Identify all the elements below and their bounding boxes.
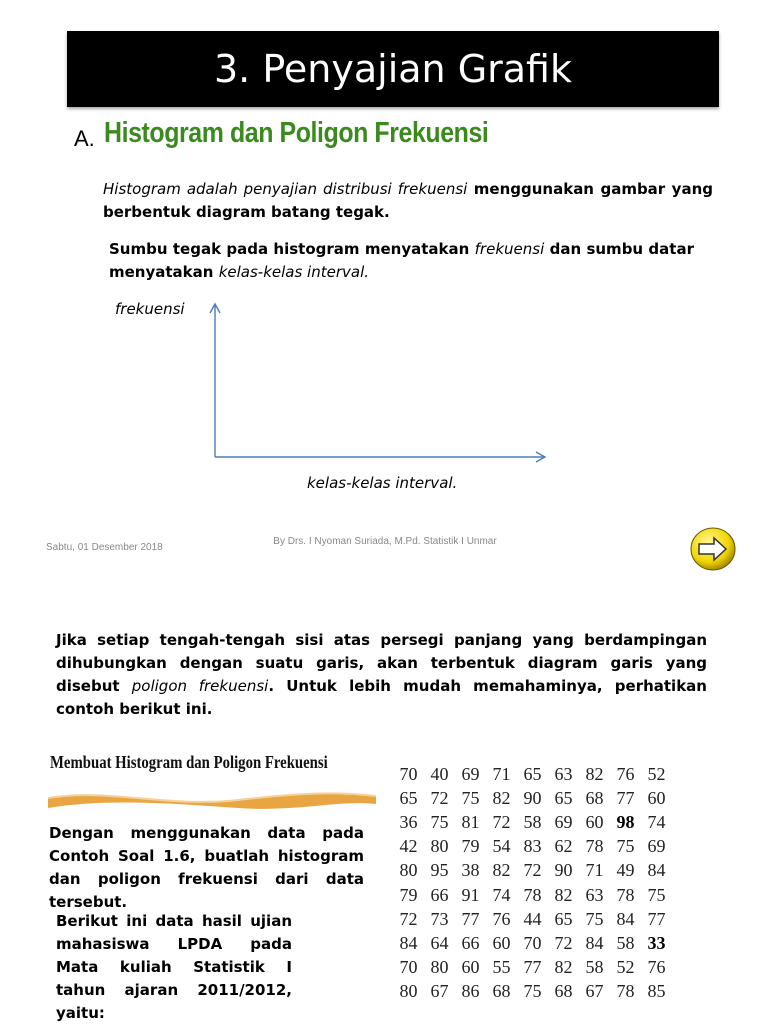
score-cell: 83 <box>523 836 542 857</box>
score-cell: 65 <box>554 787 573 808</box>
exam-scores-table <box>393 762 672 1004</box>
score-cell: 40 <box>430 763 449 784</box>
score-cell: 52 <box>647 763 666 784</box>
score-cell: 77 <box>616 787 635 808</box>
decorative-swoosh <box>48 786 378 814</box>
score-cell: 84 <box>616 908 635 929</box>
score-cell: 72 <box>492 811 511 832</box>
score-cell: 55 <box>492 957 511 978</box>
table-row <box>393 907 672 931</box>
score-cell: 82 <box>492 787 511 808</box>
score-cell: 78 <box>523 884 542 905</box>
definition-rest: menggunakan gambar yang berbentuk diagram batang tegak. <box>103 180 713 221</box>
table-row <box>393 931 672 955</box>
score-cell: 70 <box>523 932 542 953</box>
score-cell: 67 <box>430 981 449 1002</box>
score-cell: 91 <box>461 884 480 905</box>
score-cell: 63 <box>554 763 573 784</box>
score-cell: 72 <box>430 787 449 808</box>
score-cell: 68 <box>492 981 511 1002</box>
score-cell: 90 <box>523 787 542 808</box>
score-cell: 75 <box>523 981 542 1002</box>
example-description: Berikut ini data hasil ujian mahasiswa LPDA pada Mata kuliah Statistik I tahun ajaran 2011/2012, yaitu: <box>56 912 292 1022</box>
score-cell: 72 <box>554 932 573 953</box>
score-cell: 68 <box>554 981 573 1002</box>
table-row <box>393 956 672 980</box>
score-cell: 67 <box>585 981 604 1002</box>
score-cell: 98 <box>616 811 635 832</box>
score-cell: 74 <box>492 884 511 905</box>
score-cell: 52 <box>616 957 635 978</box>
table-row <box>393 859 672 883</box>
score-cell: 78 <box>616 884 635 905</box>
score-cell: 62 <box>554 836 573 857</box>
score-cell: 58 <box>523 811 542 832</box>
section-title: Histogram dan Poligon Frekuensi <box>104 117 489 149</box>
score-cell: 60 <box>585 811 604 832</box>
score-cell: 44 <box>523 908 542 929</box>
score-cell: 86 <box>461 981 480 1002</box>
table-row <box>393 883 672 907</box>
score-cell: 75 <box>430 811 449 832</box>
score-cell: 49 <box>616 860 635 881</box>
score-cell: 60 <box>461 957 480 978</box>
score-cell: 84 <box>399 932 418 953</box>
score-cell: 69 <box>647 836 666 857</box>
score-cell: 80 <box>430 957 449 978</box>
score-cell: 77 <box>523 957 542 978</box>
polygon-desc-part2: . Untuk lebih mudah memahaminya, perhatikan contoh berikut ini. <box>56 677 707 718</box>
score-cell: 74 <box>647 811 666 832</box>
y-axis-label: frekuensi <box>115 300 185 318</box>
score-cell: 75 <box>585 908 604 929</box>
score-cell: 84 <box>585 932 604 953</box>
score-cell: 95 <box>430 860 449 881</box>
arrow-right-icon <box>690 527 736 571</box>
score-cell: 78 <box>585 836 604 857</box>
example-instruction: Dengan menggunakan data pada Contoh Soal 1.6, buatlah histogram dan poligon frekuensi dari data tersebut. <box>49 824 364 911</box>
score-cell: 82 <box>554 884 573 905</box>
score-cell: 80 <box>399 981 418 1002</box>
score-cell: 77 <box>461 908 480 929</box>
score-cell: 66 <box>461 932 480 953</box>
polygon-desc-italic: poligon frekuensi <box>131 677 269 695</box>
score-cell: 75 <box>461 787 480 808</box>
score-cell: 81 <box>461 811 480 832</box>
score-cell: 82 <box>554 957 573 978</box>
score-cell: 80 <box>430 836 449 857</box>
score-cell: 79 <box>399 884 418 905</box>
score-cell: 82 <box>492 860 511 881</box>
score-cell: 76 <box>647 957 666 978</box>
table-row <box>393 786 672 810</box>
score-cell: 84 <box>647 860 666 881</box>
score-cell: 79 <box>461 836 480 857</box>
score-cell: 58 <box>616 932 635 953</box>
axis-desc-part2: dan sumbu datar menyatakan <box>109 240 694 281</box>
table-row <box>393 762 672 786</box>
score-cell: 69 <box>461 763 480 784</box>
score-cell: 76 <box>492 908 511 929</box>
polygon-description <box>56 629 707 721</box>
score-cell: 60 <box>647 787 666 808</box>
score-cell: 70 <box>399 763 418 784</box>
score-cell: 38 <box>461 860 480 881</box>
score-cell: 66 <box>430 884 449 905</box>
score-cell: 54 <box>492 836 511 857</box>
page-title: 3. Penyajian Grafik <box>214 47 572 91</box>
footer-author: By Drs. I Nyoman Suriada, M.Pd. Statistik I Unmar <box>273 536 497 547</box>
score-cell: 70 <box>399 957 418 978</box>
table-row <box>393 835 672 859</box>
polygon-desc-part1: Jika setiap tengah-tengah sisi atas persegi panjang yang berdampingan dihubungkan dengan suatu garis, akan terbentuk diagram garis yang disebut <box>56 631 707 695</box>
score-cell: 63 <box>585 884 604 905</box>
footer-date: Sabtu, 01 Desember 2018 <box>46 542 163 553</box>
table-row <box>393 810 672 834</box>
section-letter: A. <box>74 126 95 151</box>
score-cell: 82 <box>585 763 604 784</box>
score-cell: 33 <box>647 932 666 953</box>
score-cell: 72 <box>399 908 418 929</box>
score-cell: 42 <box>399 836 418 857</box>
score-cell: 68 <box>585 787 604 808</box>
score-cell: 78 <box>616 981 635 1002</box>
score-cell: 36 <box>399 811 418 832</box>
axis-desc-part1: Sumbu tegak pada histogram menyatakan <box>109 240 475 258</box>
score-cell: 80 <box>399 860 418 881</box>
score-cell: 65 <box>523 763 542 784</box>
score-cell: 60 <box>492 932 511 953</box>
score-cell: 73 <box>430 908 449 929</box>
score-cell: 77 <box>647 908 666 929</box>
score-cell: 85 <box>647 981 666 1002</box>
next-slide-button[interactable] <box>690 527 736 571</box>
definition-italic: Histogram adalah penyajian distribusi frekuensi <box>103 180 468 198</box>
example-heading: Membuat Histogram dan Poligon Frekuensi <box>50 752 328 772</box>
score-cell: 90 <box>554 860 573 881</box>
score-cell: 76 <box>616 763 635 784</box>
score-cell: 71 <box>585 860 604 881</box>
score-cell: 75 <box>616 836 635 857</box>
score-cell: 64 <box>430 932 449 953</box>
axis-desc-italic2: kelas-kelas interval. <box>218 263 370 281</box>
score-cell: 72 <box>523 860 542 881</box>
score-cell: 69 <box>554 811 573 832</box>
axis-desc-italic1: frekuensi <box>474 240 545 258</box>
score-cell: 65 <box>554 908 573 929</box>
score-cell: 65 <box>399 787 418 808</box>
score-cell: 71 <box>492 763 511 784</box>
x-axis-label: kelas-kelas interval. <box>307 474 458 492</box>
score-cell: 58 <box>585 957 604 978</box>
score-cell: 75 <box>647 884 666 905</box>
table-row <box>393 980 672 1004</box>
